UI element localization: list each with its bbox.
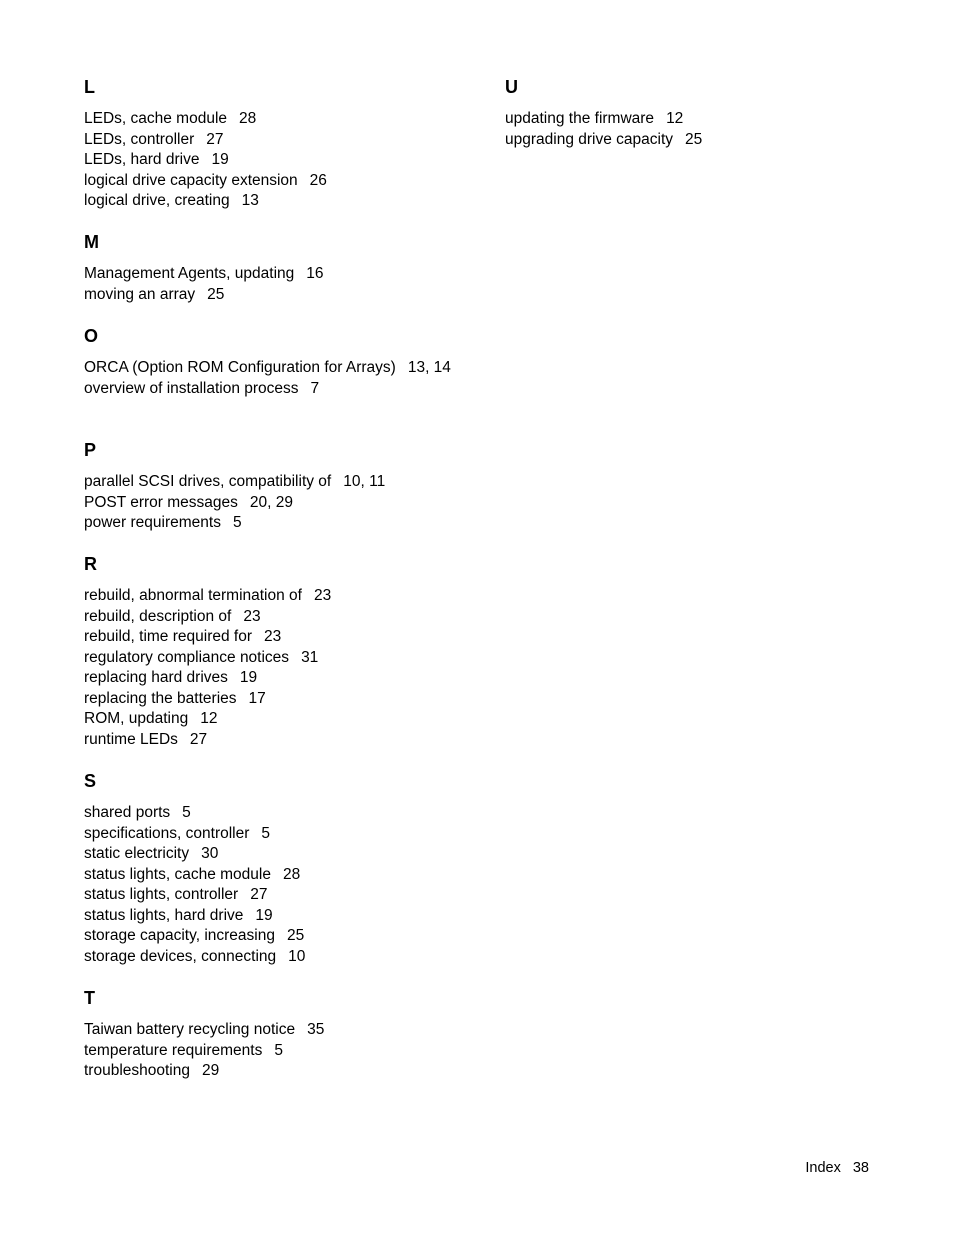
index-entry <box>84 926 464 947</box>
index-entry <box>84 844 464 865</box>
entry-pages[interactable]: 20, 29 <box>249 493 294 511</box>
entry-pages[interactable]: 27 <box>250 886 268 903</box>
index-entry <box>84 648 464 669</box>
entry-list <box>84 472 464 534</box>
section-letter: R <box>84 554 97 574</box>
entry-term: ORCA (Option ROM Configuration for Arrays) <box>84 359 396 376</box>
entry-pages[interactable]: 13, 14 <box>407 359 451 376</box>
entry-pages[interactable]: 5 <box>261 824 271 842</box>
index-entry <box>84 668 464 689</box>
index-entry <box>505 130 865 151</box>
index-entry <box>84 358 471 379</box>
section-letter: U <box>505 77 518 97</box>
index-entry <box>505 109 865 130</box>
entry-term: storage devices, connecting <box>84 947 277 965</box>
index-entry <box>84 150 464 171</box>
entry-term: upgrading drive capacity <box>505 130 674 148</box>
entry-pages[interactable]: 25 <box>286 927 305 944</box>
entry-pages[interactable]: 25 <box>207 285 225 303</box>
index-entry <box>84 109 464 130</box>
index-entry <box>84 947 464 968</box>
entry-pages[interactable]: 27 <box>189 730 208 748</box>
entry-pages[interactable]: 31 <box>301 648 319 666</box>
entry-term: temperature requirements <box>84 1041 263 1059</box>
entry-pages[interactable]: 29 <box>202 1062 220 1079</box>
entry-term: replacing the batteries <box>84 689 237 707</box>
index-entry <box>84 264 464 285</box>
entry-term: rebuild, abnormal termination of <box>84 587 302 604</box>
entry-term: ROM, updating <box>84 710 189 727</box>
entry-list <box>84 109 464 212</box>
index-entry <box>84 865 464 886</box>
entry-pages[interactable]: 16 <box>306 265 324 282</box>
entry-pages[interactable]: 23 <box>264 628 282 645</box>
entry-pages[interactable]: 28 <box>282 865 301 883</box>
entry-term: rebuild, description of <box>84 607 232 625</box>
index-entry <box>84 803 464 824</box>
entry-term: updating the firmware <box>505 110 655 127</box>
index-entry <box>84 689 464 710</box>
section-letter: P <box>84 440 97 460</box>
index-entry <box>84 709 464 730</box>
page-footer <box>805 1158 869 1178</box>
entry-term: moving an array <box>84 285 196 303</box>
index-entry <box>84 1020 464 1041</box>
index-entry <box>84 130 464 151</box>
entry-list <box>84 803 464 967</box>
entry-term: runtime LEDs <box>84 730 178 748</box>
entry-pages[interactable]: 17 <box>248 689 266 707</box>
entry-term: troubleshooting <box>84 1062 190 1079</box>
entry-term: LEDs, hard drive <box>84 151 200 168</box>
index-entry <box>84 586 464 607</box>
index-entry <box>84 627 464 648</box>
entry-pages[interactable]: 13 <box>241 192 259 209</box>
entry-term: power requirements <box>84 514 221 531</box>
index-entry <box>84 1041 464 1062</box>
entry-pages[interactable]: 5 <box>182 804 191 821</box>
entry-term: rebuild, time required for <box>84 628 252 645</box>
entry-term: shared ports <box>84 804 171 821</box>
entry-pages[interactable]: 5 <box>232 514 242 531</box>
entry-pages[interactable]: 25 <box>685 130 703 148</box>
entry-pages[interactable]: 10 <box>288 947 306 965</box>
index-entry <box>84 885 464 906</box>
entry-pages[interactable]: 19 <box>211 151 229 168</box>
index-entry <box>84 730 464 751</box>
entry-pages[interactable]: 30 <box>201 845 219 862</box>
entry-pages[interactable]: 10, 11 <box>343 473 386 490</box>
entry-term: logical drive capacity extension <box>84 171 298 189</box>
index-entry <box>84 906 464 927</box>
entry-pages[interactable]: 28 <box>239 110 257 127</box>
entry-term: Taiwan battery recycling notice <box>84 1021 296 1038</box>
entry-list <box>505 109 865 150</box>
section-letter: T <box>84 988 95 1008</box>
index-entry <box>84 493 464 514</box>
index-entry <box>84 191 464 212</box>
entry-term: LEDs, cache module <box>84 110 228 127</box>
section-letter: M <box>84 232 99 252</box>
entry-pages[interactable]: 35 <box>307 1021 325 1038</box>
entry-term: specifications, controller <box>84 824 250 842</box>
entry-term: LEDs, controller <box>84 130 195 148</box>
entry-pages[interactable]: 27 <box>206 130 224 148</box>
entry-term: storage capacity, increasing <box>84 927 275 944</box>
entry-term: status lights, controller <box>84 886 239 903</box>
section-letter: S <box>84 771 97 791</box>
entry-term: logical drive, creating <box>84 192 230 209</box>
index-entry <box>84 379 464 400</box>
page-number: 38 <box>852 1160 869 1176</box>
entry-pages[interactable]: 23 <box>243 607 261 625</box>
entry-term: replacing hard drives <box>84 669 228 686</box>
index-entry <box>84 472 464 493</box>
entry-pages[interactable]: 19 <box>255 906 273 924</box>
entry-pages[interactable]: 26 <box>309 171 327 189</box>
footer-label: Index <box>805 1160 841 1176</box>
entry-pages[interactable]: 5 <box>274 1041 283 1059</box>
entry-term: POST error messages <box>84 493 238 511</box>
entry-list <box>84 264 464 305</box>
entry-list <box>84 1020 464 1082</box>
entry-list <box>84 586 464 750</box>
entry-term: status lights, hard drive <box>84 906 244 924</box>
entry-pages[interactable]: 7 <box>310 379 320 397</box>
entry-term: Management Agents, updating <box>84 265 295 282</box>
index-entry <box>84 513 464 534</box>
index-entry <box>84 171 464 192</box>
entry-term: overview of installation process <box>84 379 299 397</box>
entry-term: static electricity <box>84 845 190 862</box>
entry-term: regulatory compliance notices <box>84 648 290 666</box>
section-letter: L <box>84 77 95 97</box>
section-letter: O <box>84 326 99 346</box>
index-entry <box>84 824 464 845</box>
entry-pages[interactable]: 19 <box>239 669 258 686</box>
entry-list <box>84 358 464 399</box>
index-entry <box>84 1061 464 1082</box>
index-entry <box>84 285 464 306</box>
entry-pages[interactable]: 12 <box>666 110 684 127</box>
entry-term: parallel SCSI drives, compatibility of <box>84 473 332 490</box>
entry-pages[interactable]: 12 <box>200 710 218 727</box>
entry-pages[interactable]: 23 <box>313 587 332 604</box>
entry-term: status lights, cache module <box>84 865 271 883</box>
index-entry <box>84 607 464 628</box>
